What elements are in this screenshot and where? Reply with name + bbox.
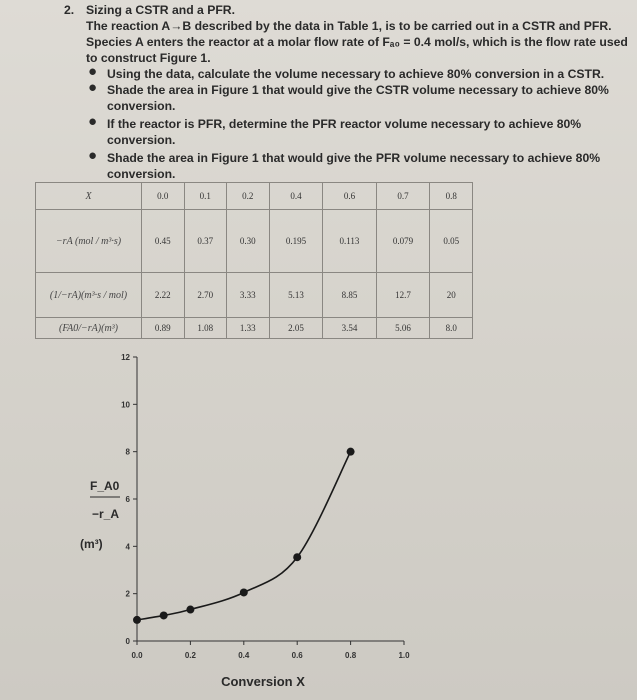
table-cell: 2.22	[142, 273, 185, 318]
y-label-line: (m³)	[80, 537, 103, 551]
x-tick-label: 0.8	[345, 651, 357, 660]
row-label: X	[36, 183, 142, 210]
bullet-text: If the reactor is PFR, determine the PFR reactor volume necessary to achieve 80%	[107, 117, 582, 131]
table-cell: 0.2	[227, 183, 270, 210]
bullet-text: Shade the area in Figure 1 that would give the CSTR volume necessary to achieve 80%	[107, 83, 609, 97]
question-title: Sizing a CSTR and a PFR.	[86, 3, 235, 17]
intro-line: to construct Figure 1.	[86, 51, 211, 65]
bullet-text: conversion.	[107, 167, 176, 181]
data-point	[240, 588, 248, 596]
y-tick-label: 10	[121, 400, 130, 410]
row-label: (1/−rA)(m³·s / mol)	[36, 273, 142, 318]
table-cell: 0.0	[142, 183, 185, 210]
x-tick-label: 0.6	[291, 651, 303, 660]
table-cell: 0.89	[142, 318, 185, 339]
data-point	[293, 553, 301, 561]
row-label: −rA (mol / m³·s)	[36, 210, 142, 273]
x-tick-label: 1.0	[398, 651, 410, 660]
table-cell: 0.45	[142, 210, 185, 273]
series-markers	[133, 448, 355, 624]
row-label: (FA0/−rA)(m³)	[36, 318, 142, 339]
table-cell: 0.8	[430, 183, 473, 210]
intro-line: Species A enters the reactor at a molar flow rate of Fₐ₀ = 0.4 mol/s, which is the flow rate used	[86, 35, 628, 49]
bullet-dot-icon: ●	[88, 79, 98, 96]
bullet-text: Using the data, calculate the volume necessary to achieve 80% conversion in a CSTR.	[107, 67, 605, 81]
bullet-text: conversion.	[107, 99, 176, 113]
table-cell: 0.6	[323, 183, 376, 210]
table-cell: 0.113	[323, 210, 376, 273]
x-tick-label: 0.0	[131, 651, 143, 660]
table-cell: 0.7	[376, 183, 430, 210]
table-cell: 5.13	[269, 273, 323, 318]
table-cell: 1.33	[227, 318, 270, 339]
table-cell: 0.4	[269, 183, 323, 210]
y-tick-label: 2	[125, 589, 130, 599]
table-cell: 8.85	[323, 273, 376, 318]
table-cell: 12.7	[376, 273, 430, 318]
y-tick-label: 12	[121, 353, 130, 362]
table-cell: 0.37	[184, 210, 227, 273]
table-cell: 2.70	[184, 273, 227, 318]
intro-line: The reaction A→B described by the data in Table 1, is to be carried out in a CSTR and PFR.	[86, 19, 612, 33]
y-tick-label: 4	[125, 542, 130, 552]
table-cell: 0.1	[184, 183, 227, 210]
y-tick-label: 0	[125, 637, 130, 646]
bullet-dot-icon: ●	[88, 113, 98, 130]
table-cell: 8.0	[430, 318, 473, 339]
y-axis-label	[80, 479, 120, 551]
bullet-dot-icon: ●	[88, 63, 98, 80]
table-cell: 0.195	[269, 210, 323, 273]
data-point	[133, 616, 141, 624]
table-cell: 3.54	[323, 318, 376, 339]
x-axis-label: Conversion X	[221, 674, 305, 689]
x-tick-label: 0.4	[238, 651, 250, 660]
data-point	[160, 611, 168, 619]
table-cell: 3.33	[227, 273, 270, 318]
y-tick-label: 6	[125, 495, 130, 504]
table-cell: 0.05	[430, 210, 473, 273]
table-cell: 2.05	[269, 318, 323, 339]
bullet-dot-icon: ●	[88, 147, 98, 164]
table-cell: 5.06	[376, 318, 430, 339]
table-cell: 20	[430, 273, 473, 318]
data-point	[186, 606, 194, 614]
bullet-text: conversion.	[107, 133, 176, 147]
y-label-line: −r_A	[92, 507, 120, 521]
table-cell: 0.30	[227, 210, 270, 273]
y-tick-label: 8	[125, 447, 130, 457]
bullet-text: Shade the area in Figure 1 that would give the PFR volume necessary to achieve 80%	[107, 151, 601, 165]
question-number: 2.	[64, 3, 75, 17]
table-cell: 0.079	[376, 210, 430, 273]
x-tick-label: 0.2	[184, 651, 196, 660]
data-point	[347, 448, 355, 456]
y-label-line: F_A0	[90, 479, 120, 493]
table-cell: 1.08	[184, 318, 227, 339]
